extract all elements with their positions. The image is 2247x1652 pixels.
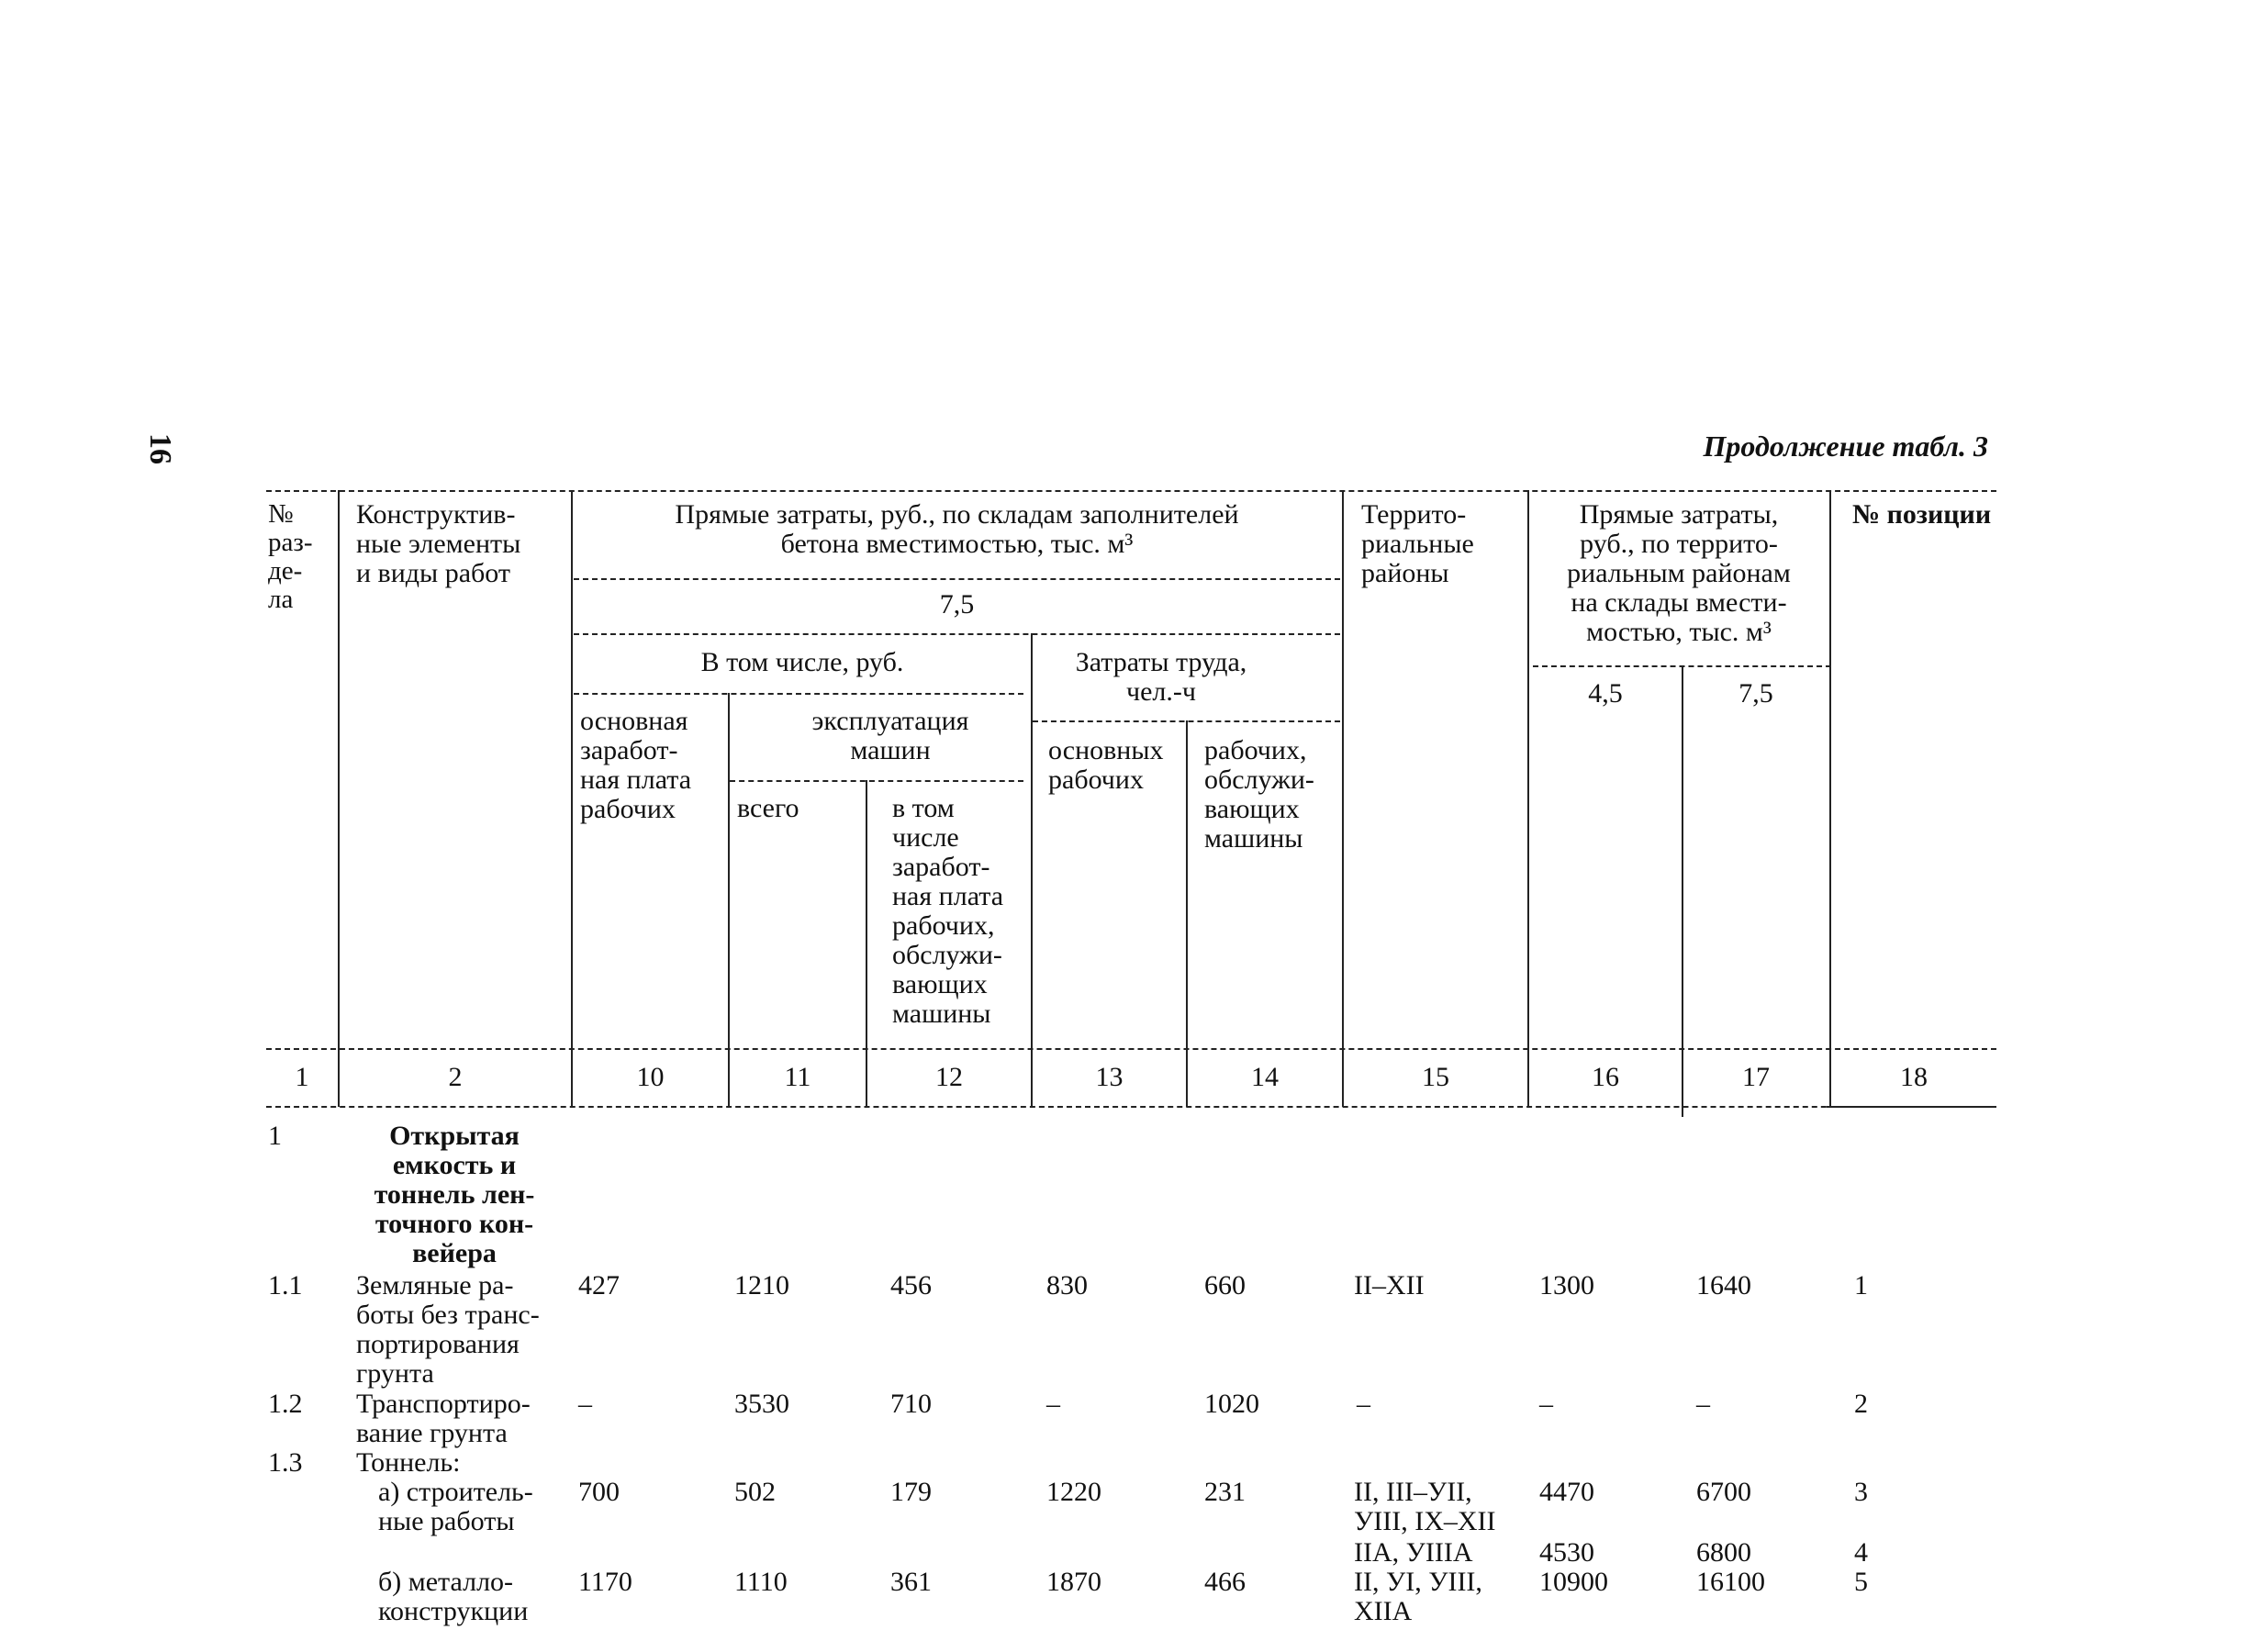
header-col10: основная заработ- ная плата рабочих <box>580 706 692 824</box>
row-1-1-col16: 1300 <box>1539 1270 1594 1300</box>
row-1-2-col18: 2 <box>1854 1389 1868 1419</box>
vline-7 <box>1342 490 1344 1107</box>
vline-9 <box>1682 665 1683 1117</box>
vline-2 <box>571 490 573 1107</box>
row-b-col10: 1170 <box>578 1567 632 1597</box>
colnum-11: 11 <box>784 1062 811 1092</box>
row-a-col15: II, III–УII, УIII, IX–XII <box>1354 1477 1496 1536</box>
table-top-rule <box>266 490 1996 492</box>
row-1-3-name: Тоннель: <box>356 1447 461 1478</box>
row-b-col11: 1110 <box>734 1567 788 1597</box>
row-b-col12: 361 <box>890 1567 932 1597</box>
row-b-col14: 466 <box>1204 1567 1246 1597</box>
rule-under-capacity <box>574 633 1340 635</box>
row-1-1-col10: 427 <box>578 1270 620 1300</box>
row-1-2-col13: – <box>1046 1389 1060 1419</box>
header-col14: рабочих, обслужи- вающих машины <box>1204 735 1314 854</box>
rule-above-numbers <box>266 1048 1996 1050</box>
row-1-2-col12: 710 <box>890 1389 932 1419</box>
header-structural-elements: Конструктив- ные элементы и виды работ <box>356 499 521 588</box>
row-a-col13: 1220 <box>1046 1477 1101 1507</box>
header-capacity: 7,5 <box>939 589 975 620</box>
table-continuation-caption: Продолжение табл. 3 <box>1703 430 1988 463</box>
row-1-2-col16: – <box>1539 1389 1553 1419</box>
row-a-col16: 4470 <box>1539 1477 1594 1507</box>
rule-under-machines <box>730 780 1023 782</box>
row-a-col10: 700 <box>578 1477 620 1507</box>
header-direct-costs: Прямые затраты, руб., по складам заполнителей бетона вместимостью, тыс. м³ <box>675 499 1239 559</box>
row-a2-col17: 6800 <box>1696 1537 1751 1568</box>
colnum-12: 12 <box>935 1062 963 1092</box>
row-a-name: а) строитель- ные работы <box>378 1477 533 1536</box>
rule-under-incl <box>574 693 1023 695</box>
header-section-number: № раз- де- ла <box>268 499 313 614</box>
header-col15: Террито- риальные районы <box>1361 499 1474 588</box>
row-1-2-col14: 1020 <box>1204 1389 1259 1419</box>
rule-below-numbers <box>266 1106 1900 1108</box>
vline-10 <box>1829 490 1831 1107</box>
row-1-1-name: Земляные ра- боты без транс- портирования грунта <box>356 1270 540 1389</box>
row-1-1-col11: 1210 <box>734 1270 789 1300</box>
row-1-2-name: Транспортиро- вание грунта <box>356 1389 531 1448</box>
row-1-1-col14: 660 <box>1204 1270 1246 1300</box>
row-b-name: б) металло- конструкции <box>378 1567 529 1626</box>
page-number: 16 <box>143 433 177 464</box>
header-col12: в том числе заработ- ная плата рабочих, обслужи- вающих машины <box>892 793 1004 1029</box>
row-a-col18: 3 <box>1854 1477 1868 1507</box>
header-territorial-costs: Прямые затраты, руб., по террито- риальным районам на склады вмести- мостью, тыс. м³ <box>1567 499 1791 647</box>
row-b-col15: II, УI, УIII, XIIА <box>1354 1567 1482 1626</box>
colnum-14: 14 <box>1251 1062 1279 1092</box>
row-a-col11: 502 <box>734 1477 776 1507</box>
row-1-1-number: 1.1 <box>268 1270 303 1300</box>
row-1-2-col17: – <box>1696 1389 1710 1419</box>
row-1-2-col15: – <box>1357 1389 1370 1419</box>
header-col17: 7,5 <box>1738 678 1773 709</box>
header-col18: № позиции <box>1852 499 1992 530</box>
header-including: В том числе, руб. <box>700 647 904 677</box>
colnum-10: 10 <box>636 1062 665 1092</box>
row-1-2-number: 1.2 <box>268 1389 303 1419</box>
row-b-col18: 5 <box>1854 1567 1868 1597</box>
vline-6 <box>1186 720 1188 1107</box>
colnum-16: 16 <box>1592 1062 1619 1092</box>
section-number: 1 <box>268 1121 282 1151</box>
row-1-1-col18: 1 <box>1854 1270 1868 1300</box>
header-machines: эксплуатация машин <box>811 706 969 765</box>
vline-1 <box>338 490 340 1107</box>
row-a-col12: 179 <box>890 1477 932 1507</box>
row-a-col17: 6700 <box>1696 1477 1751 1507</box>
row-b-col16: 10900 <box>1539 1567 1608 1597</box>
colnum-13: 13 <box>1095 1062 1124 1092</box>
rule-under-group <box>574 578 1340 580</box>
colnum-15: 15 <box>1422 1062 1449 1092</box>
row-1-1-col12: 456 <box>890 1270 932 1300</box>
colnum-2: 2 <box>448 1062 463 1092</box>
rule-below-numbers-end <box>1827 1106 1996 1108</box>
colnum-17: 17 <box>1742 1062 1770 1092</box>
colnum-18: 18 <box>1900 1062 1928 1092</box>
header-col16: 4,5 <box>1588 678 1623 709</box>
row-1-1-col15: II–XII <box>1354 1270 1425 1300</box>
row-1-3-number: 1.3 <box>268 1447 303 1478</box>
row-a-col14: 231 <box>1204 1477 1246 1507</box>
section-title: Открытая емкость и тоннель лен- точного кон- вейера <box>374 1121 535 1268</box>
row-a2-col18: 4 <box>1854 1537 1868 1568</box>
row-a2-col15: IIА, УIIIА <box>1354 1537 1473 1568</box>
row-b-col17: 16100 <box>1696 1567 1765 1597</box>
vline-4 <box>866 780 867 1107</box>
row-b-col13: 1870 <box>1046 1567 1101 1597</box>
header-labor-costs: Затраты труда, чел.-ч <box>1075 647 1247 707</box>
row-1-2-col10: – <box>578 1389 592 1419</box>
header-col13: основных рабочих <box>1048 735 1164 795</box>
colnum-1: 1 <box>295 1062 309 1092</box>
row-1-1-col17: 1640 <box>1696 1270 1751 1300</box>
header-col11: всего <box>737 793 799 823</box>
row-1-1-col13: 830 <box>1046 1270 1088 1300</box>
row-a2-col16: 4530 <box>1539 1537 1594 1568</box>
row-1-2-col11: 3530 <box>734 1389 789 1419</box>
